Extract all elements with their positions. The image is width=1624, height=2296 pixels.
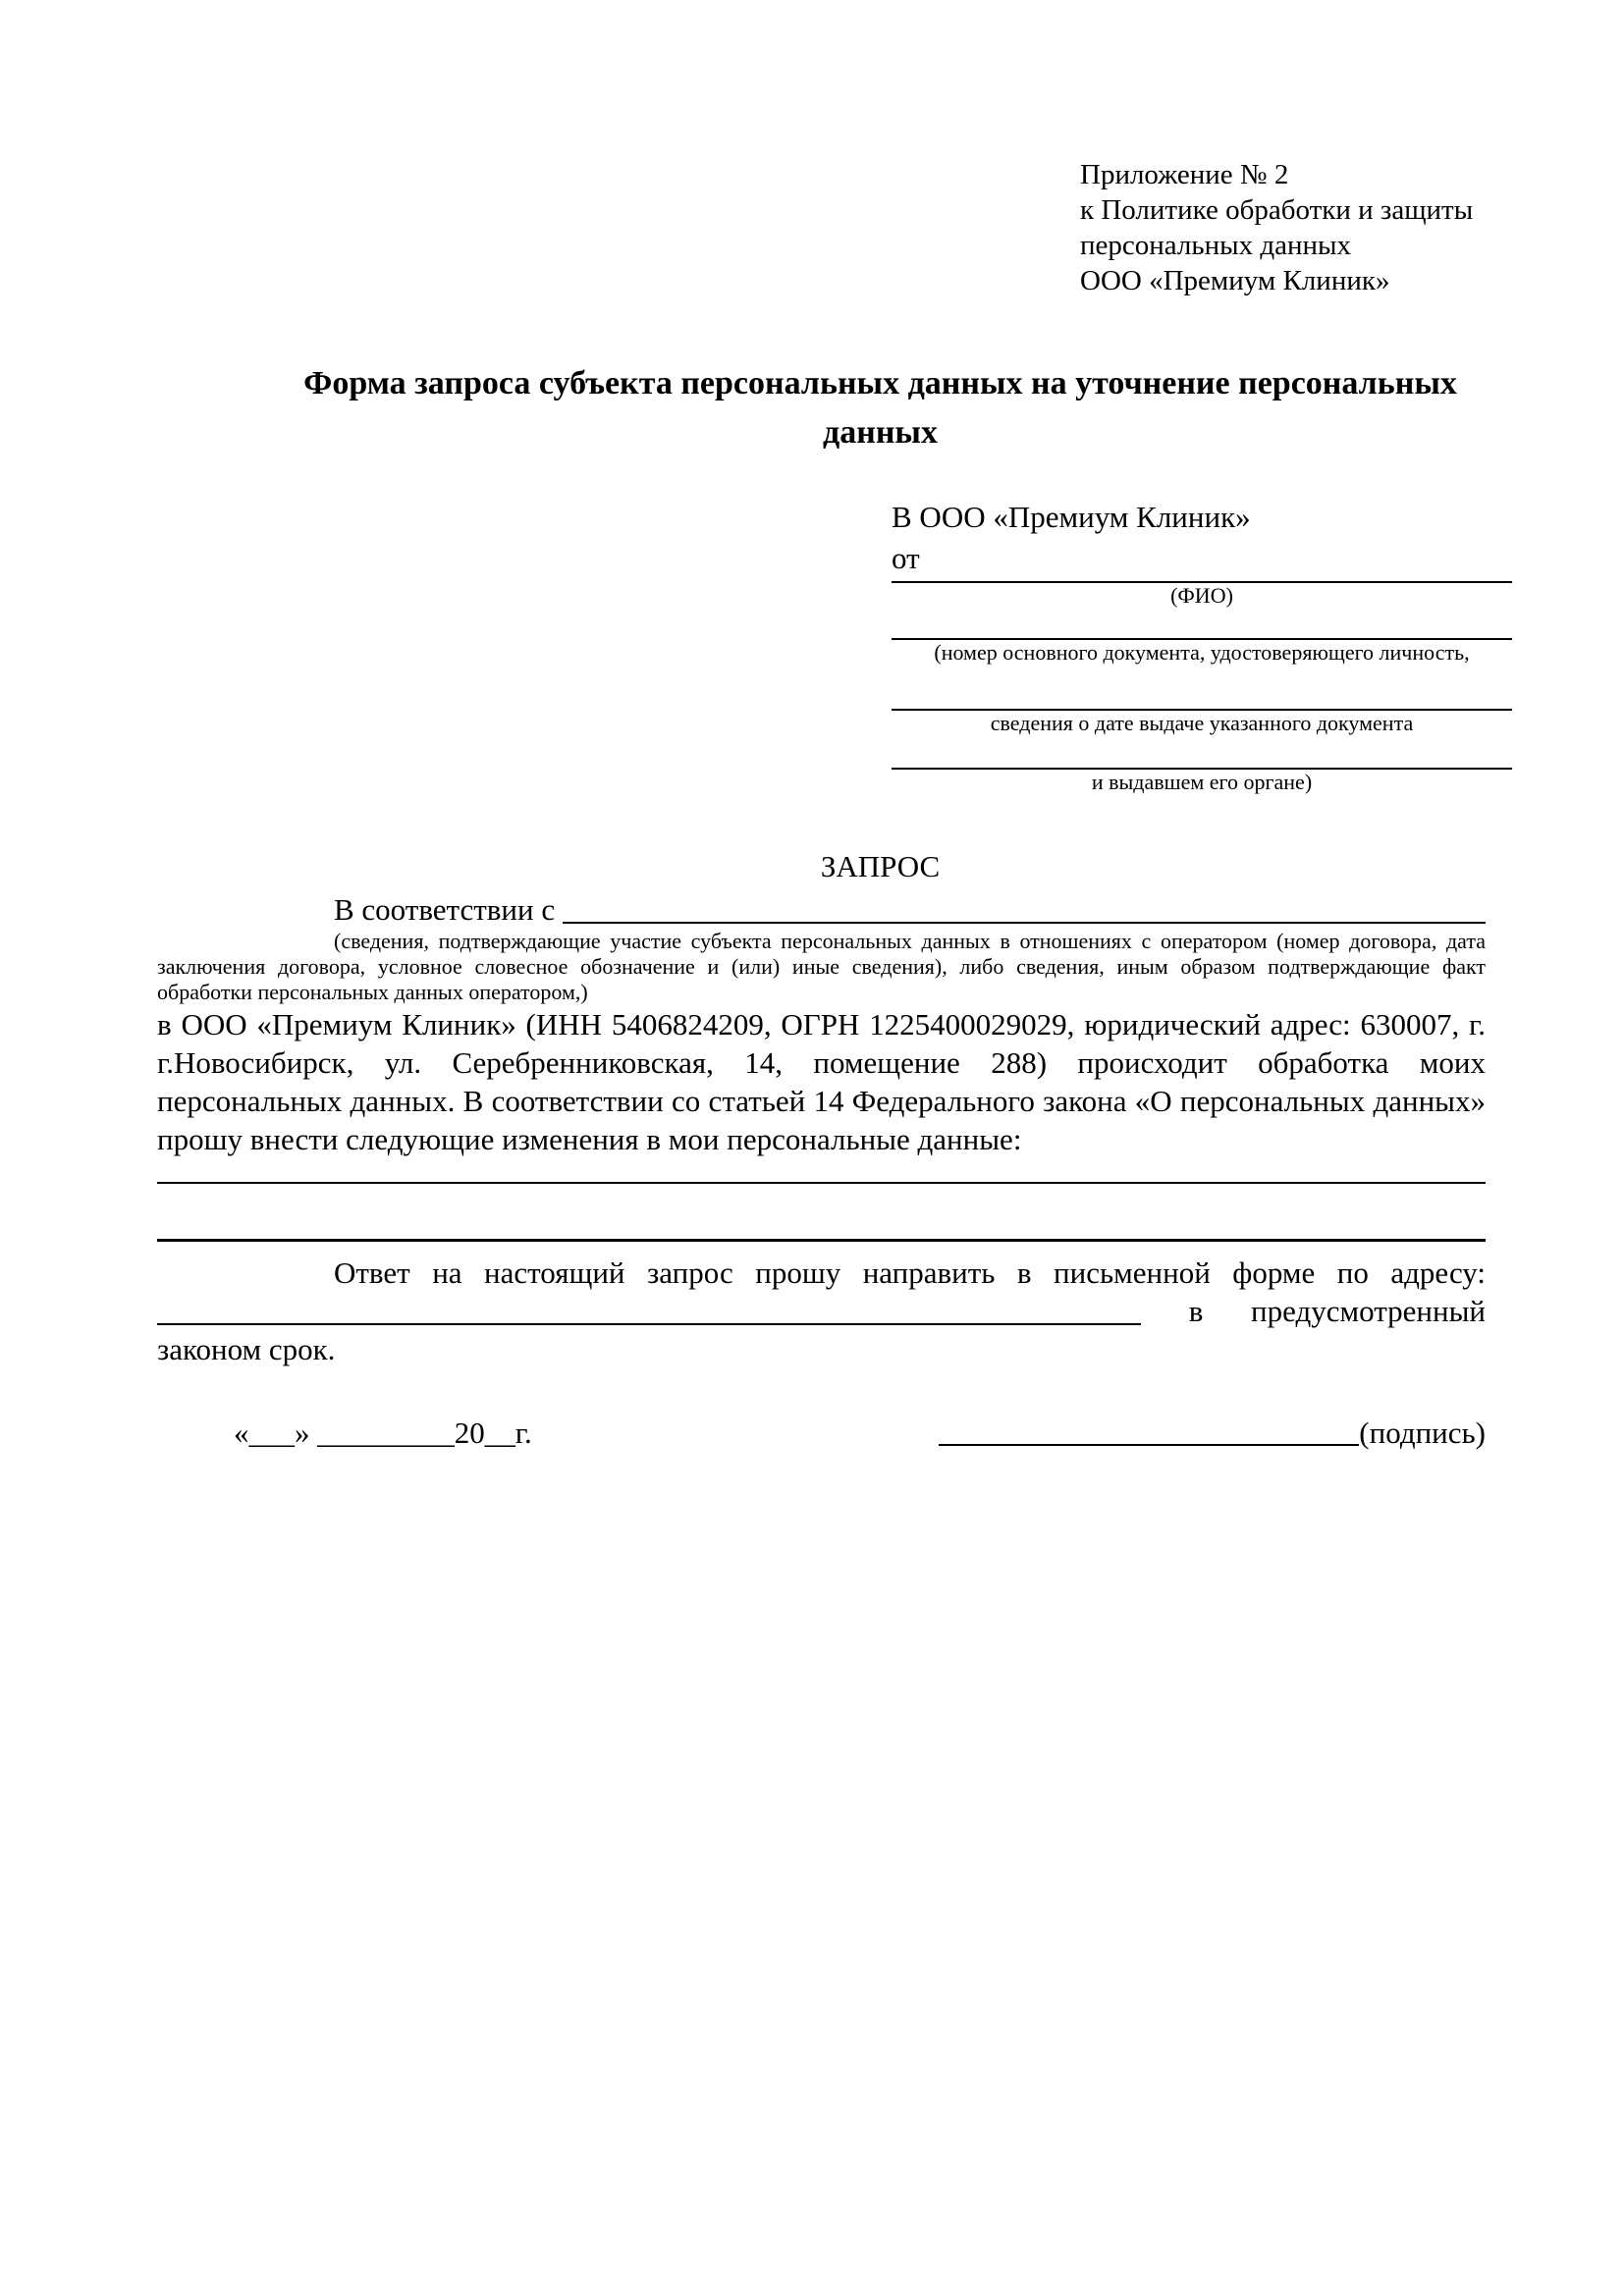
- addressee-block: [892, 497, 1512, 795]
- lead-label: В соответствии с: [334, 892, 556, 927]
- reply-sentence: Ответ на настоящий запрос прошу направить в письменной форме по адресу:: [334, 1255, 1486, 1290]
- signature-field: [939, 1414, 1486, 1452]
- issuing-authority-blank-line: [892, 736, 1512, 770]
- id-document-blank-line: [892, 609, 1512, 640]
- id-document-field: [892, 609, 1512, 666]
- answer-blank-line-1: [157, 1182, 1486, 1184]
- fio-field: [892, 579, 1512, 609]
- date-blank: «___» _________20__г.: [234, 1415, 532, 1450]
- addressee-from: от: [892, 541, 920, 575]
- request-heading: ЗАПРОС: [820, 849, 941, 883]
- lead-blank-line: [563, 891, 1486, 924]
- reply-address-row: [157, 1292, 1486, 1330]
- id-document-caption: (номер основного документа, удостоверяющего личность,: [934, 640, 1470, 665]
- appendix-note-line: к Политике обработки и защиты: [1080, 194, 1474, 226]
- page-title: Форма запроса субъекта персональных данных на уточнение персональных данных: [303, 365, 1457, 451]
- lead-line: [157, 891, 1486, 929]
- request-body: в ООО «Премиум Клиник» (ИНН 5406824209, ОГРН 1225400029029, юридический адрес: 630007, г. г.Новосибирск, ул. Серебренниковская, 14, помещение 288) происходит обработка моих персональных данных. В соответствии со статьей 14 Федерального закона «О персональных данных» прошу внести следующие изменения в мои персональные данные:: [157, 1007, 1486, 1156]
- address-blank-line: [157, 1292, 1141, 1325]
- signature-blank-line: [939, 1414, 1359, 1446]
- issue-date-blank-line: [892, 666, 1512, 711]
- lead-note: (сведения, подтверждающие участие субъекта персональных данных в отношениях с оператором (номер договора, дата заключения договора, условное словесное обозначение и (или) иные сведения), либо сведения, иным образом подтверждающие факт обработки персональных данных оператором,): [157, 929, 1486, 1004]
- reply-tail-word-2: предусмотренный: [1251, 1294, 1486, 1328]
- signature-caption: (подпись): [1359, 1415, 1486, 1450]
- appendix-note-line: Приложение № 2: [1080, 159, 1289, 190]
- fio-caption: (ФИО): [1170, 583, 1233, 608]
- reply-tail-word-1: в: [1188, 1294, 1204, 1328]
- appendix-note-line: персональных данных: [1080, 230, 1352, 261]
- reply-closing: законом срок.: [157, 1332, 336, 1366]
- issuing-authority-caption: и выдавшем его органе): [1091, 770, 1313, 794]
- signing-row: [157, 1414, 1486, 1452]
- appendix-note-line: ООО «Премиум Клиник»: [1080, 265, 1390, 296]
- issue-date-caption: сведения о дате выдаче указанного документа: [990, 711, 1414, 735]
- answer-blank-line-2: [157, 1239, 1486, 1242]
- issuing-authority-field: [892, 736, 1512, 795]
- appendix-note: [1080, 157, 1486, 298]
- addressee-to: В ООО «Премиум Клиник»: [892, 500, 1251, 534]
- issue-date-field: [892, 666, 1512, 736]
